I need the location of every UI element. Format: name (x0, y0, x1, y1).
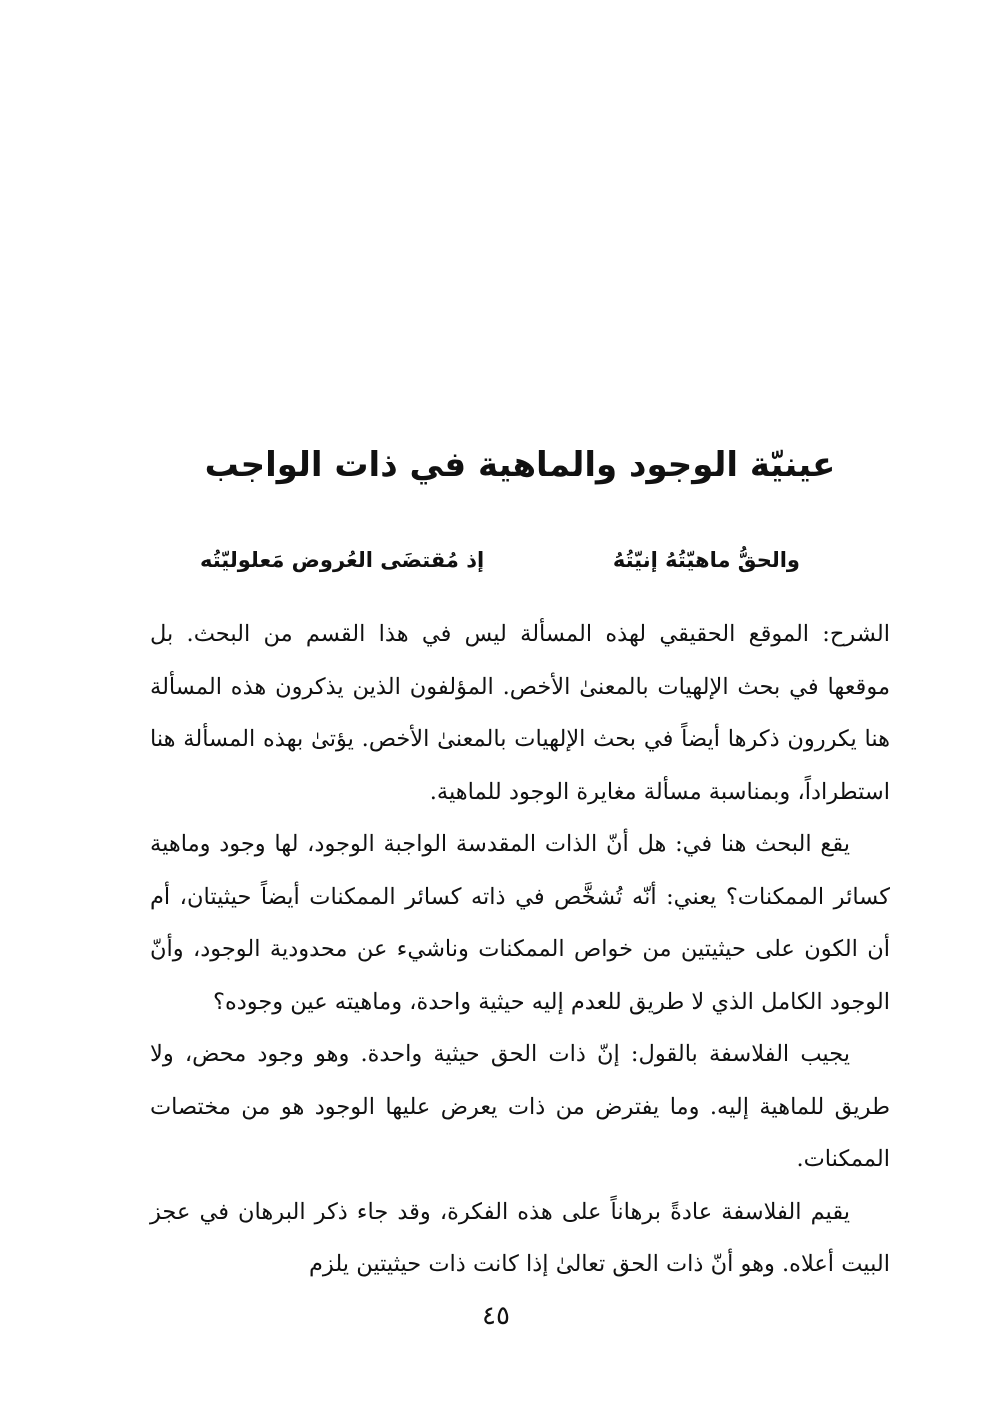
paragraph-answer: يجيب الفلاسفة بالقول: إنّ ذات الحق حيثية واحدة. وهو وجود محض، ولا طريق للماهية إليه. وما يفترض من ذات يعرض عليها الوجود هو من مختصات الممكنات. (150, 1041, 890, 1172)
paragraph-proof: يقيم الفلاسفة عادةً برهاناً على هذه الفكرة، وقد جاء ذكر البرهان في عجز البيت أعلاه. وهو أنّ ذات الحق تعالىٰ إذا كانت ذات حيثيتين يلزم (150, 1198, 890, 1277)
paragraph-commentary-intro: الشرح: الموقع الحقيقي لهذه المسألة ليس في هذا القسم من البحث. بل موقعها في بحث الإلهيات بالمعنىٰ الأخص. المؤلفون الذين يذكرون هذه المسألة هنا يكررون ذكرها أيضاً في بحث الإلهيات بالمعنىٰ الأخص. يؤتىٰ بهذه المسألة هنا استطراداً، وبمناسبة مسألة مغايرة الوجود للماهية. (150, 621, 890, 805)
chapter-title: عينيّة الوجود والماهية في ذات الواجب (204, 445, 836, 485)
page-number: ٤٥ (482, 1301, 510, 1331)
poem-verse (200, 540, 800, 580)
verse-second-hemistich: إذ مُقتضَى العُروض مَعلوليّتُه (200, 548, 485, 572)
paragraph-question: يقع البحث هنا في: هل أنّ الذات المقدسة الواجبة الوجود، لها وجود وماهية كسائر الممكنات؟ يعني: أنّه تُشخَّص في ذاته كسائر الممكنات أيضاً حيثيتان، أم أن الكون على حيثيتين من خواص الممكنات وناشيء عن محدودية الوجود، وأنّ الوجود الكامل الذي لا طريق للعدم إليه حيثية واحدة، وماهيته عين وجوده؟ (150, 831, 890, 1015)
body-text (150, 608, 890, 1291)
verse-first-hemistich: والحقُّ ماهيّتُهُ إنيّتُهُ (612, 548, 800, 572)
